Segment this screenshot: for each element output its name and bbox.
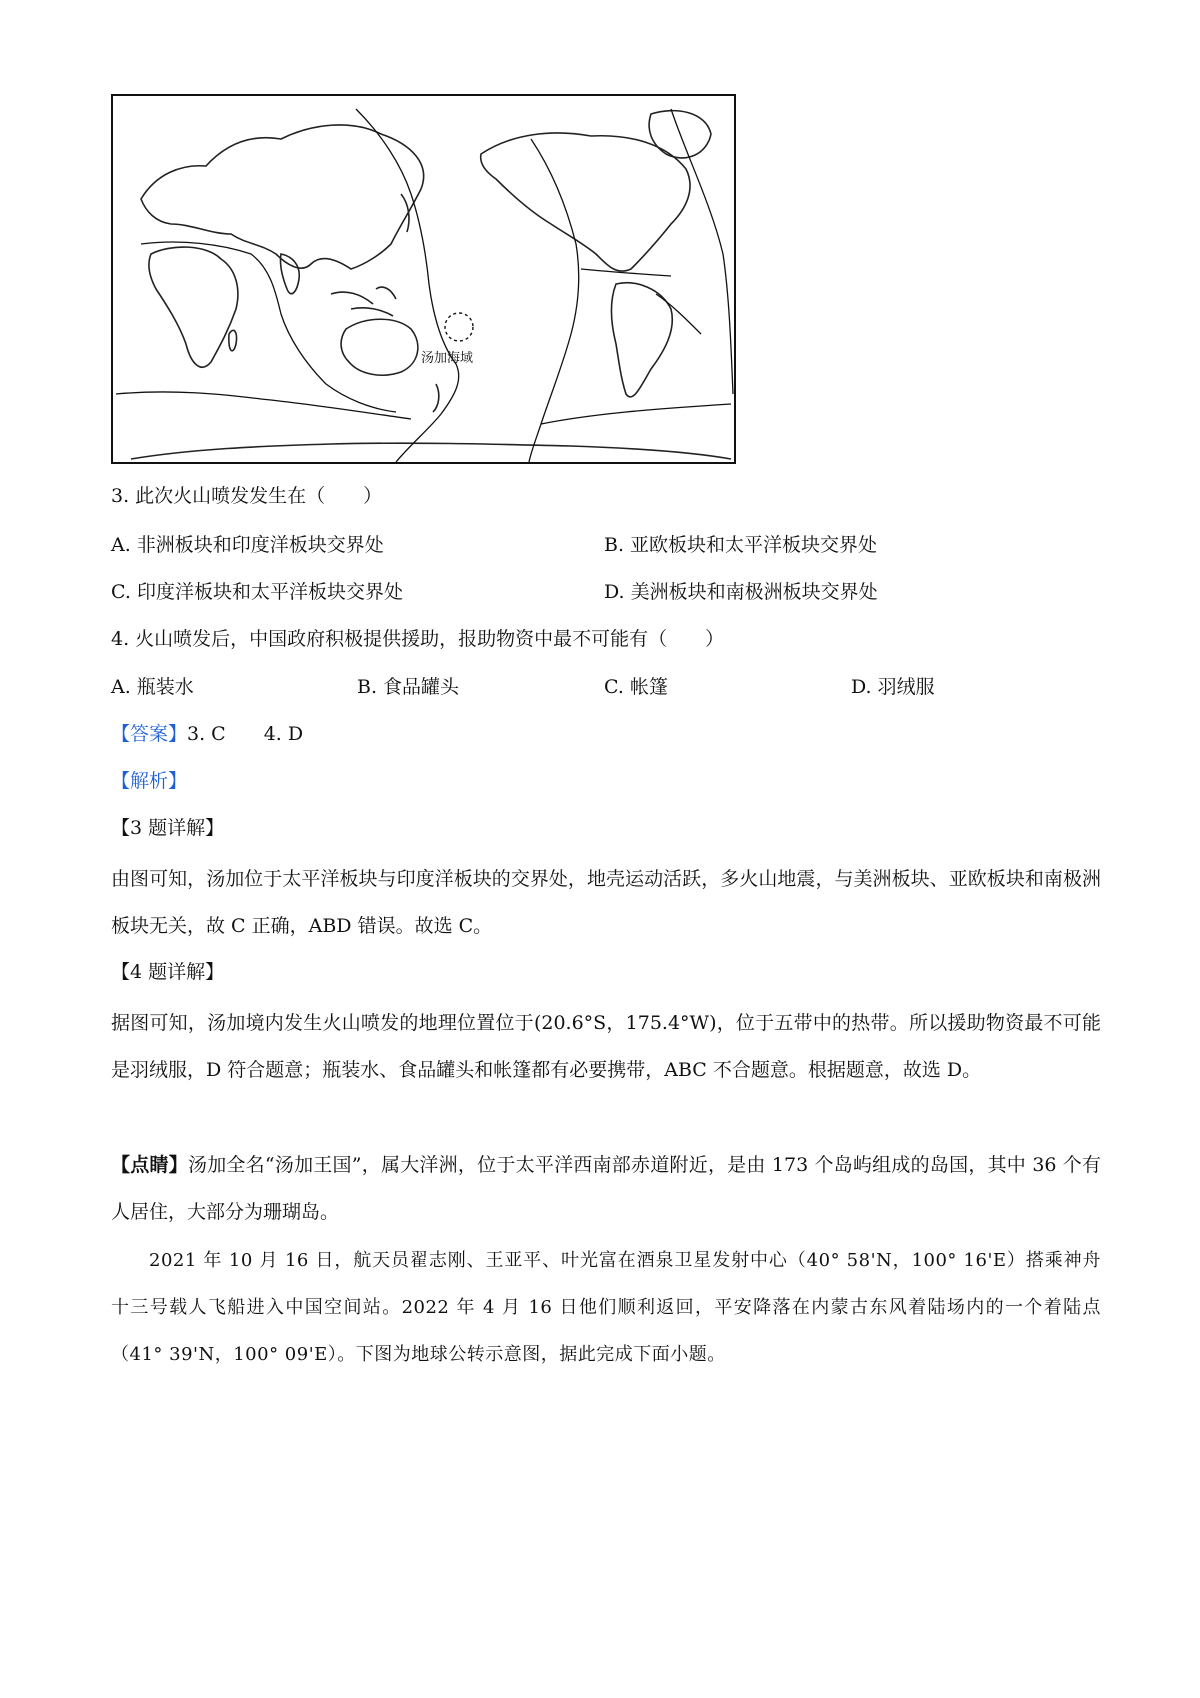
q4-option-a: A. 瓶装水 xyxy=(111,676,194,698)
q3-option-a: A. 非洲板块和印度洋板块交界处 xyxy=(111,534,384,556)
detail3-label: 【3 题详解】 xyxy=(111,817,225,839)
point-text: 汤加全名“汤加王国”，属大洋洲，位于太平洋西南部赤道附近，是由 173 个岛屿组成的岛国，其中 36 个有人居住，大部分为珊瑚岛。 xyxy=(111,1154,1101,1223)
plate-boundary-map xyxy=(111,94,736,464)
q4-stem: 4. 火山喷发后，中国政府积极提供援助，报助物资中最不可能有（ ） xyxy=(111,628,725,650)
narrative-paragraph: 2021 年 10 月 16 日，航天员翟志刚、王亚平、叶光富在酒泉卫星发射中心（40° 58'N，100° 16'E）搭乘神舟十三号载人飞船进入中国空间站。2022 年 4 月 16 日他们顺利返回，平安降落在内蒙古东风着陆场内的一个着陆点（41° 39'N，100° 09'E）。下图为地球公转示意图，据此完成下面小题。 xyxy=(111,1250,1101,1365)
answer-text: 3. C 4. D xyxy=(187,723,304,745)
tonga-label: 汤加海域 xyxy=(421,351,474,366)
answer-label: 【答案】 xyxy=(111,723,188,745)
q4-option-b: B. 食品罐头 xyxy=(357,676,460,698)
detail4-label: 【4 题详解】 xyxy=(111,961,225,983)
answer-line xyxy=(111,720,303,748)
q4-option-c: C. 帐篷 xyxy=(604,676,668,698)
point-paragraph xyxy=(111,1142,1101,1236)
analysis-label: 【解析】 xyxy=(111,770,188,792)
q3-option-d: D. 美洲板块和南极洲板块交界处 xyxy=(604,581,878,603)
q3-option-c: C. 印度洋板块和太平洋板块交界处 xyxy=(111,581,403,603)
map-frame xyxy=(112,95,735,463)
q3-stem: 3. 此次火山喷发发生在（ ） xyxy=(111,485,383,507)
plate-map-figure xyxy=(111,94,736,464)
detail4-text: 据图可知，汤加境内发生火山喷发的地理位置位于(20.6°S，175.4°W)，位于五带中的热带。所以援助物资最不可能是羽绒服，D 符合题意；瓶装水、食品罐头和帐篷都有必要携带，ABC 不合题意。根据题意，故选 D。 xyxy=(111,1012,1101,1081)
detail3-text: 由图可知，汤加位于太平洋板块与印度洋板块的交界处，地壳运动活跃，多火山地震，与美洲板块、亚欧板块和南极洲板块无关，故 C 正确，ABD 错误。故选 C。 xyxy=(111,868,1101,937)
analysis-line xyxy=(111,767,187,795)
point-label: 【点睛】 xyxy=(111,1154,188,1176)
q4-option-d: D. 羽绒服 xyxy=(851,676,935,698)
q3-option-b: B. 亚欧板块和太平洋板块交界处 xyxy=(604,534,878,556)
